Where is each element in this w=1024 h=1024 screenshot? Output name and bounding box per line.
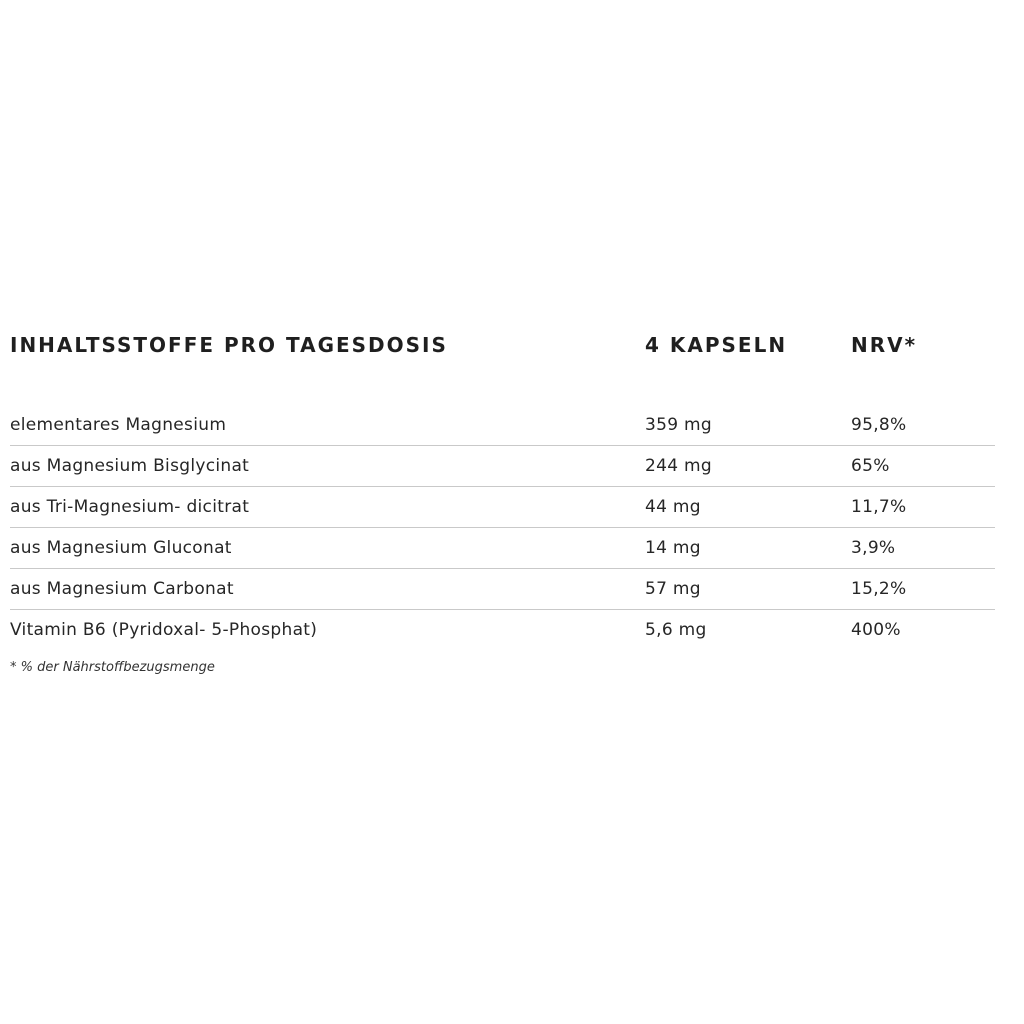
ingredient-nrv: 400%	[851, 620, 901, 640]
ingredient-name: elementares Magnesium	[10, 415, 227, 435]
ingredient-name: Vitamin B6 (Pyridoxal- 5-Phosphat)	[10, 620, 318, 640]
ingredient-nrv: 65%	[851, 456, 890, 476]
ingredient-name: aus Tri-Magnesium- dicitrat	[10, 497, 250, 517]
ingredient-name: aus Magnesium Carbonat	[10, 579, 234, 599]
ingredient-name: aus Magnesium Bisglycinat	[10, 456, 250, 476]
ingredient-amount: 5,6 mg	[645, 620, 707, 640]
ingredient-amount: 14 mg	[645, 538, 701, 558]
ingredient-amount: 244 mg	[645, 456, 713, 476]
footnote: * % der Nährstoffbezugsmenge	[10, 660, 215, 675]
ingredient-name: aus Magnesium Gluconat	[10, 538, 232, 558]
table-row	[10, 569, 995, 610]
table-row	[10, 528, 995, 569]
table-header	[10, 330, 995, 366]
ingredient-amount: 359 mg	[645, 415, 713, 435]
table-row	[10, 610, 995, 650]
header-nrv: NRV*	[851, 333, 918, 357]
header-amount: 4 KAPSELN	[645, 333, 788, 357]
table-row	[10, 446, 995, 487]
nutrition-table	[10, 330, 995, 675]
ingredient-nrv: 11,7%	[851, 497, 907, 517]
ingredient-nrv: 3,9%	[851, 538, 896, 558]
table-row	[10, 405, 995, 446]
ingredient-amount: 57 mg	[645, 579, 701, 599]
table-body	[10, 405, 995, 650]
ingredient-amount: 44 mg	[645, 497, 701, 517]
ingredient-nrv: 15,2%	[851, 579, 907, 599]
table-row	[10, 487, 995, 528]
ingredient-nrv: 95,8%	[851, 415, 907, 435]
header-ingredients: INHALTSSTOFFE PRO TAGESDOSIS	[10, 333, 448, 357]
